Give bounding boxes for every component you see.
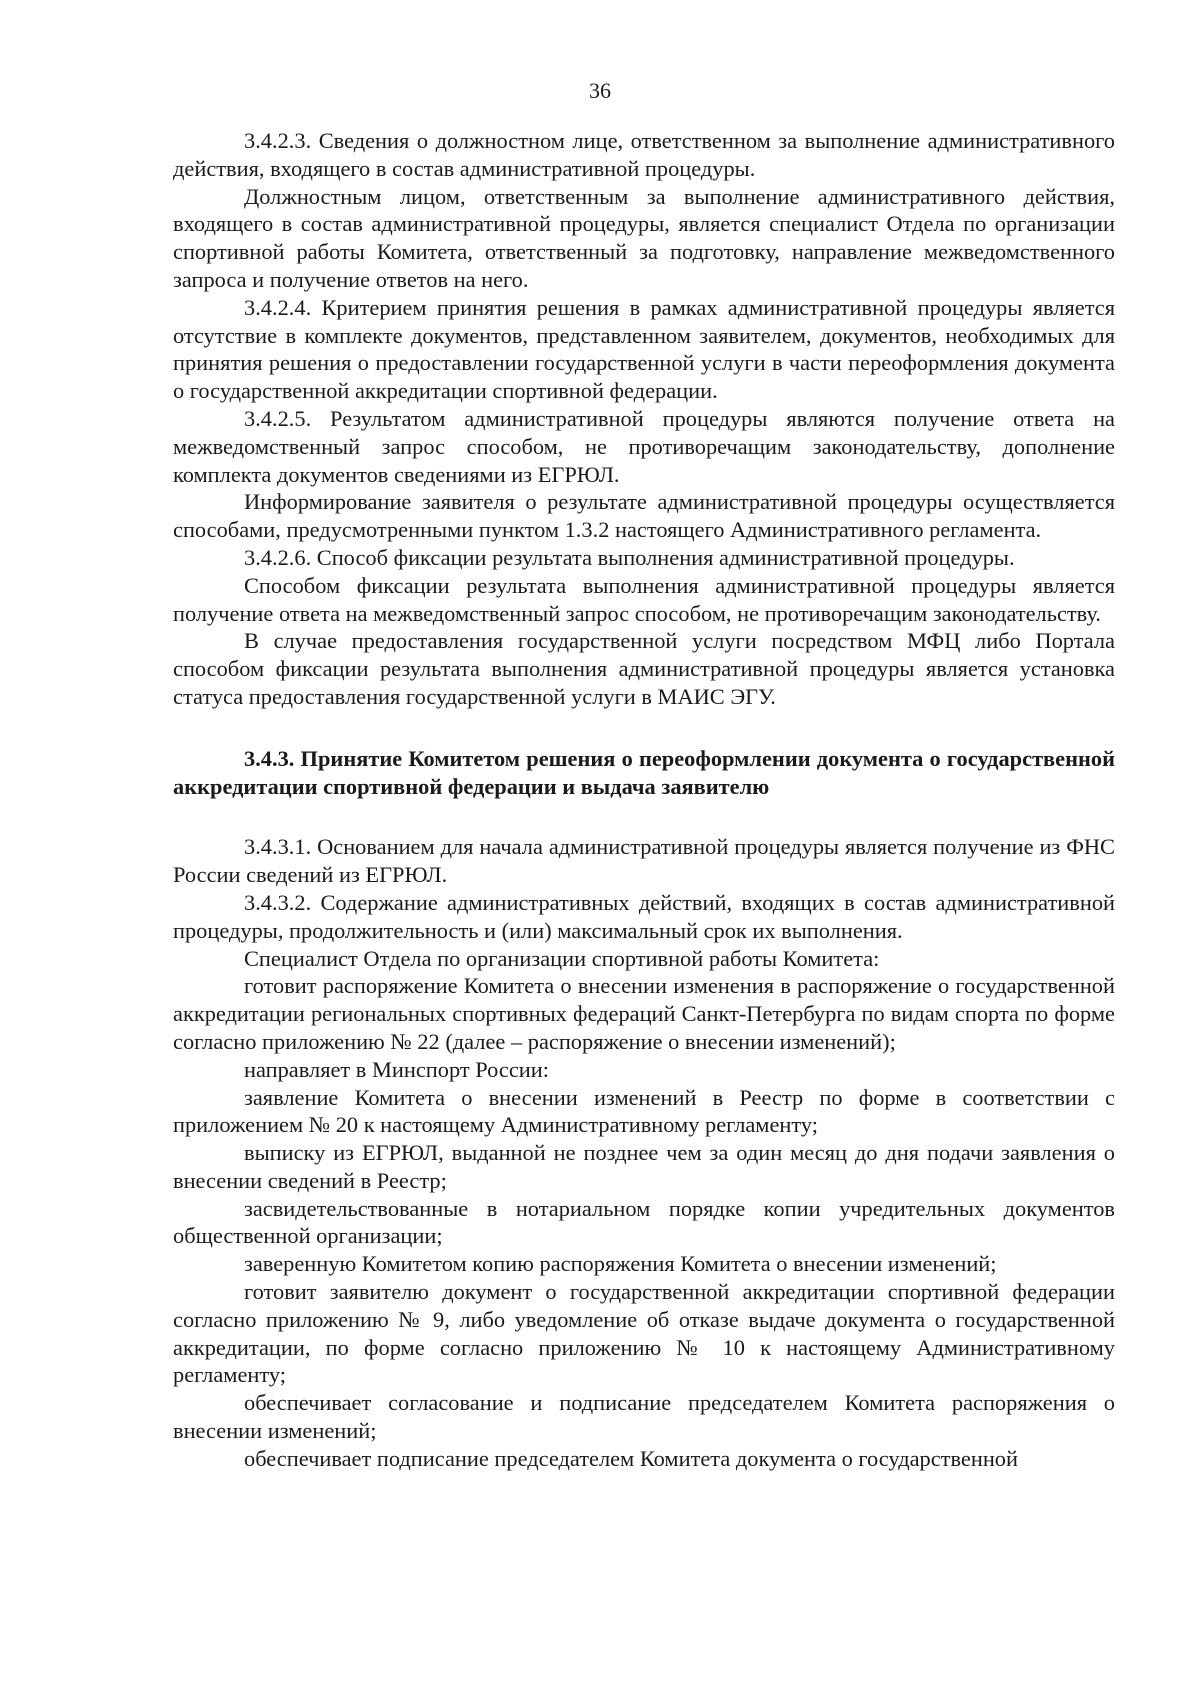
list-item: готовит заявителю документ о государственной аккредитации спортивной федерации согласно приложению № 9, либо уведомление об отказе выдаче документа о государственной аккредитации, по форме согласно приложению № 10 к настоящему Административному регламенту; xyxy=(173,1279,1115,1388)
list-item: готовит распоряжение Комитета о внесении изменения в распоряжение о государственной аккредитации региональных спортивных федераций Санкт-Петербурга по видам спорта по форме согласно приложению № 22 (далее – распоряжение о внесении изменений); xyxy=(173,973,1115,1054)
list-item: засвидетельствованные в нотариальном порядке копии учредительных документов общественной организации; xyxy=(173,1195,1115,1249)
paragraph: В случае предоставления государственной услуги посредством МФЦ либо Портала способом фиксации результата выполнения административной процедуры является установка статуса предоставления государственной услуги в МАИС ЭГУ. xyxy=(173,628,1115,709)
paragraph: 3.4.2.3. Сведения о должностном лице, ответственном за выполнение административного действия, входящего в состав административной процедуры. xyxy=(173,128,1115,181)
paragraph: 3.4.2.6. Способ фиксации результата выполнения административной процедуры. xyxy=(244,544,1015,570)
list-item: обеспечивает согласование и подписание председателем Комитета распоряжения о внесении изменений; xyxy=(173,1390,1115,1444)
paragraph: 3.4.2.5. Результатом административной процедуры являются получение ответа на межведомственный запрос способом, не противоречащим законодательству, дополнение комплекта документов сведениями из ЕГРЮЛ. xyxy=(173,405,1115,487)
list-item: направляет в Минспорт России: xyxy=(244,1056,549,1082)
paragraph: Способом фиксации результата выполнения административной процедуры является получение ответа на межведомственный запрос способом, не противоречащим законодательству. xyxy=(173,572,1115,626)
paragraph: 3.4.3.1. Основанием для начала административной процедуры является получение из ФНС России сведений из ЕГРЮЛ. xyxy=(173,834,1115,888)
page-number: 36 xyxy=(589,78,611,103)
list-item: заверенную Комитетом копию распоряжения Комитета о внесении изменений; xyxy=(244,1251,997,1277)
paragraph: Должностным лицом, ответственным за выполнение административного действия, входящего в состав административной процедуры, является специалист Отдела по организации спортивной работы Комитета, ответственный за подготовку, направление межведомственного запроса и получение ответов на него. xyxy=(173,183,1115,292)
paragraph: Специалист Отдела по организации спортивной работы Комитета: xyxy=(244,945,880,971)
section-heading: 3.4.3. Принятие Комитетом решения о переоформлении документа о государственной аккредитации спортивной федерации и выдача заявителю xyxy=(173,745,1115,799)
document-body xyxy=(173,127,1115,1473)
paragraph: Информирование заявителя о результате административной процедуры осуществляется способами, предусмотренными пунктом 1.3.2 настоящего Административного регламента. xyxy=(173,489,1115,543)
list-item: выписку из ЕГРЮЛ, выданной не позднее чем за один месяц до дня подачи заявления о внесении сведений в Реестр; xyxy=(173,1140,1115,1193)
list-item: заявление Комитета о внесении изменений в Реестр по форме в соответствии с приложением № 20 к настоящему Административному регламенту; xyxy=(173,1084,1115,1138)
paragraph: 3.4.3.2. Содержание административных действий, входящих в состав административной процедуры, продолжительность и (или) максимальный срок их выполнения. xyxy=(173,889,1115,943)
list-item: обеспечивает подписание председателем Комитета документа о государственной xyxy=(244,1445,1018,1471)
paragraph: 3.4.2.4. Критерием принятия решения в рамках административной процедуры является отсутствие в комплекте документов, представленном заявителем, документов, необходимых для принятия решения о предоставлении государственной услуги в части переоформления документа о государственной аккредитации спортивной федерации. xyxy=(173,294,1115,404)
